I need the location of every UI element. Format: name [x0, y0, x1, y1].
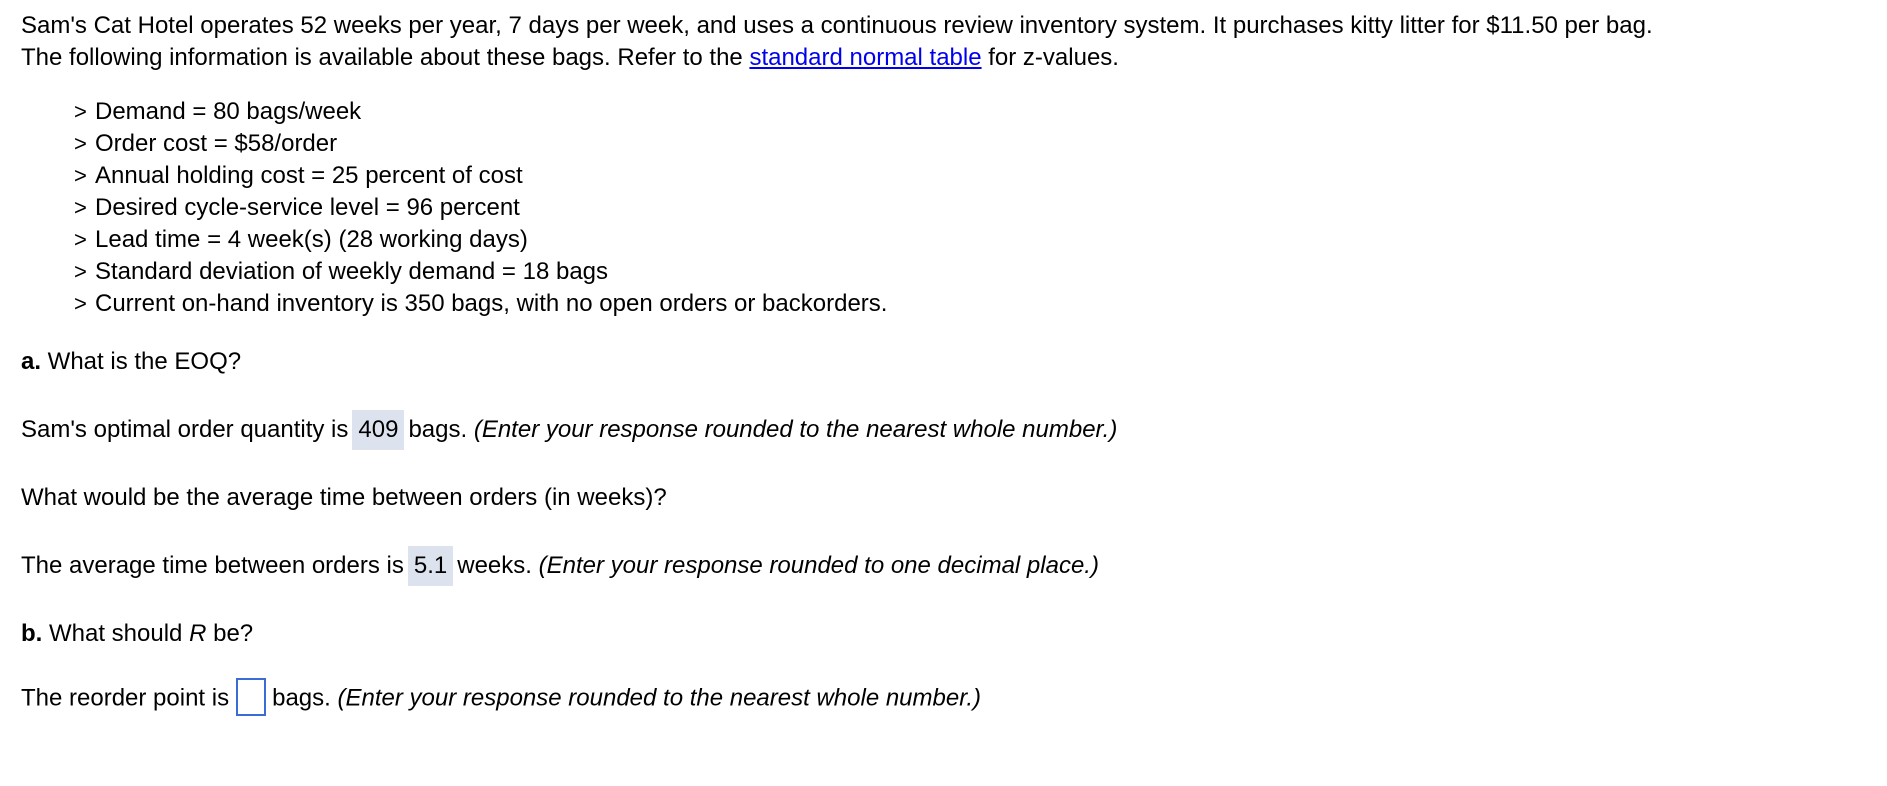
list-item: > Current on-hand inventory is 350 bags, with no open orders or backorders. [74, 288, 1871, 320]
time-between-orders-question: What would be the average time between orders (in weeks)? [21, 484, 667, 511]
eoq-answer-line: Sam's optimal order quantity is 409 bags. (Enter your response rounded to the nearest whole number.) [21, 410, 1871, 450]
list-item: > Annual holding cost = 25 percent of cost [74, 160, 1871, 192]
bullet-marker: > [74, 163, 87, 188]
variable-r: R [189, 620, 207, 647]
bullet-marker: > [74, 195, 87, 220]
part-b-question: b. What should R be? [21, 620, 254, 647]
problem-intro [21, 10, 1871, 74]
time-between-orders-hint: (Enter your response rounded to one decimal place.) [538, 552, 1099, 579]
bullet-marker: > [74, 131, 87, 156]
list-item: > Desired cycle-service level = 96 percent [74, 192, 1871, 224]
bullet-marker: > [74, 99, 87, 124]
question-content [21, 10, 1871, 716]
given-data-list [21, 96, 1871, 320]
reorder-point-answer-line: The reorder point is bags. (Enter your response rounded to the nearest whole number.) [21, 682, 1871, 716]
bullet-marker: > [74, 259, 87, 284]
reorder-point-hint: (Enter your response rounded to the nearest whole number.) [337, 684, 981, 712]
intro-line-1: Sam's Cat Hotel operates 52 weeks per year, 7 days per week, and uses a continuous review inventory system. It purchases kitty litter for $11.50 per bag. [21, 12, 1653, 39]
standard-normal-table-link[interactable]: standard normal table [749, 44, 982, 71]
time-between-orders-answer-field[interactable]: 5.1 [408, 546, 453, 586]
list-item: > Order cost = $58/order [74, 128, 1871, 160]
time-between-orders-answer-line: The average time between orders is 5.1 weeks. (Enter your response rounded to one decimal place.) [21, 546, 1871, 586]
list-item: > Lead time = 4 week(s) (28 working days) [74, 224, 1871, 256]
list-item: > Demand = 80 bags/week [74, 96, 1871, 128]
intro-line-2-end: for z-values. [981, 44, 1119, 71]
bullet-marker: > [74, 227, 87, 252]
intro-line-2-start: The following information is available about these bags. Refer to the [21, 44, 750, 71]
part-a-label: a. [21, 348, 42, 375]
bullet-marker: > [74, 291, 87, 316]
list-item: > Standard deviation of weekly demand = 18 bags [74, 256, 1871, 288]
part-a-question: a. What is the EOQ? [21, 348, 242, 375]
eoq-answer-field[interactable]: 409 [352, 410, 404, 450]
eoq-hint: (Enter your response rounded to the nearest whole number.) [473, 416, 1118, 443]
reorder-point-input[interactable] [236, 678, 266, 716]
part-b-label: b. [21, 620, 43, 647]
